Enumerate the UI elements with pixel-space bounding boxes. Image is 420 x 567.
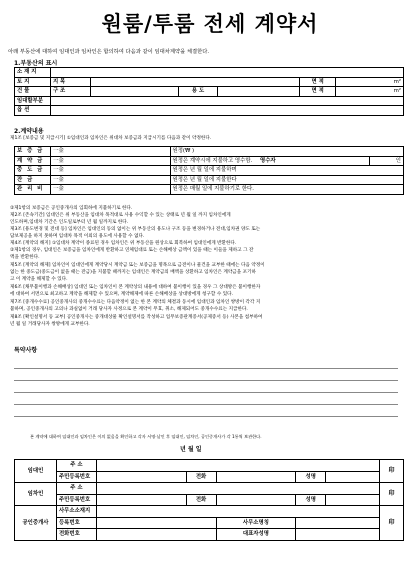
building-area-label: 면 적 (300, 87, 336, 97)
article-line: 고 이 계약을 해제할 수 있다. (10, 277, 68, 282)
landlord-address-row (15, 460, 404, 472)
tenant-phone-value[interactable] (216, 494, 296, 506)
deposit-label: 보 증 금 (15, 147, 51, 157)
mgmt-fee-content: 원정은 매월 일에 지불하기로 한다. (170, 185, 404, 195)
intro-text: 아래 부동산에 대하여 임대인과 임차인은 합의하여 다음과 같이 임대차계약을 체결한다. (8, 49, 210, 55)
row-leased-part (15, 96, 404, 106)
building-area-unit: m² (336, 87, 404, 97)
agent-seal[interactable]: 印 (380, 506, 404, 541)
tenant-id-label: 주민등록번호 (56, 494, 96, 506)
landlord-id-row (15, 471, 404, 483)
reg-no-label: 등록번호 (56, 517, 96, 529)
special-terms-line[interactable] (14, 416, 398, 417)
rep-name-label: 대표자성명 (216, 529, 296, 541)
leased-part-value[interactable] (50, 96, 403, 106)
mgmt-fee-amount[interactable]: 一金 (50, 185, 170, 195)
leased-part-label: 임대할부분 (15, 96, 51, 106)
agent-label: 공인중개사 (15, 506, 57, 541)
tenant-name-label: 성명 (296, 494, 326, 506)
tenant-address-label: 주 소 (56, 483, 96, 495)
deposit-amount[interactable]: 一金 (50, 147, 170, 157)
row-options (15, 106, 404, 116)
article1-text: 제1조 [보증금 및 지급시기] ①임대인과 임차인은 위대차 보증금과 지급시기를 다음과 같이 약정한다. (10, 136, 212, 141)
special-terms-line[interactable] (14, 392, 398, 393)
article-line: 담보제공을 하지 못하며 임대차 목적 이외의 용도에 사용할 수 없다. (10, 234, 145, 239)
article-line: 년 월 일 거래당사자 쌍방에게 교부한다. (10, 322, 90, 327)
tenant-label: 임차인 (15, 483, 57, 506)
contract-date[interactable]: 년 월 일 (180, 446, 202, 453)
tenant-address-row (15, 483, 404, 495)
article-line: ②제1항의 보증금은 공인중개사의 입회하에 지불하기로 한다. (10, 206, 133, 211)
article-line: 없는 한 중도금(중도금이 없을 때는 잔금)을 지불할 때까지는 임대인은 계약금의 배액을 상환하고 임차인은 계약금을 포기하 (10, 270, 256, 275)
location-label: 소 재 지 (15, 68, 51, 78)
contract-deposit-content: 원정은 계약시에 지불하고 영수함. 영수자 (170, 156, 370, 166)
article-line: 제7조 [중개수수료] 공인중개사의 중개수수료는 다음약정이 없는 한 본 계약의 체결과 동시에 임대인과 임차인 쌍방이 각각 지 (10, 300, 261, 305)
land-category-value[interactable] (90, 77, 299, 87)
interim-label: 중 도 금 (15, 166, 51, 176)
tel-no-value[interactable] (96, 529, 216, 541)
landlord-phone-value[interactable] (216, 471, 296, 483)
landlord-label: 임대인 (15, 460, 57, 483)
agent-office-row (15, 506, 404, 518)
landlord-seal[interactable]: 印 (380, 460, 404, 483)
article-line: 제8조 [확인설명서 등 교부] 공인중개사는 중개대상물 확인설명서를 작성하고 업무보증관계증서(공제증서 등) 사본을 첨부하여 (10, 315, 263, 320)
signature-table (14, 459, 404, 541)
tenant-name-value[interactable] (326, 494, 380, 506)
tenant-address-value[interactable] (96, 483, 379, 495)
interim-content: 원정은 년 월 일에 지불하며 (170, 166, 404, 176)
agent-reg-row (15, 517, 404, 529)
tenant-seal[interactable]: 印 (380, 483, 404, 506)
property-table (14, 67, 404, 116)
contract-deposit-amount[interactable]: 一金 (50, 156, 170, 166)
article-line: ②제1항의 경우, 임대인은 보증금을 임차인에게 반환하고 연체임대료 또는 손해배상 금액이 있을 때는 이들을 제하고 그 잔 (10, 248, 254, 253)
article-line: 인도하며,임대차 기간은 인도일로부터 년 월 일까지로 한다. (10, 220, 129, 225)
mgmt-fee-label: 관 리 비 (15, 185, 51, 195)
payment-row (15, 156, 404, 166)
tenant-id-value[interactable] (96, 494, 186, 506)
use-label: 용 도 (178, 87, 218, 97)
balance-label: 잔 금 (15, 175, 51, 185)
payment-row (15, 175, 404, 185)
balance-content: 원정은 년 월 일에 지불한다 (170, 175, 404, 185)
landlord-id-label: 주민등록번호 (56, 471, 96, 483)
landlord-name-label: 성명 (296, 471, 326, 483)
interim-amount[interactable]: 一金 (50, 166, 170, 176)
payment-row (15, 166, 404, 176)
special-terms-line[interactable] (14, 404, 398, 405)
article-line: 제4조 [계약의 해지] ①임대차 계약이 종료된 경우 임차인은 위 부동산을 원상으로 회복하여 임대인에게 반환한다. (10, 241, 237, 246)
agent-tel-row (15, 529, 404, 541)
land-area-label: 면 적 (300, 77, 336, 87)
tenant-phone-label: 전화 (186, 494, 216, 506)
options-label: 옵 션 (15, 106, 51, 116)
article-line: 제3조 [용도변경 및 전대 등] 임차인은 임대인의 동의 없이는 위 부동산의 용도나 구조 등을 변경하거나 전대,임차권 양도 또는 (10, 227, 261, 232)
payment-row (15, 147, 404, 157)
landlord-phone-label: 전화 (186, 471, 216, 483)
article-line: 불하며, 공인중개사의 고의나 과실없이 거래 당사자 사정으로 본 계약이 무효, 취소, 해제되어도 중개수수료는 지급한다. (10, 307, 248, 312)
deposit-content: 원정(₩ ) (170, 147, 404, 157)
land-label: 토 지 (15, 77, 51, 87)
location-value[interactable] (50, 68, 403, 78)
use-value[interactable] (218, 87, 300, 97)
article-line: 액을 반환한다. (10, 255, 40, 260)
payment-row (15, 185, 404, 195)
special-terms-line[interactable] (14, 368, 398, 369)
payment-table (14, 146, 404, 195)
row-land (15, 77, 404, 87)
receiver-seal[interactable]: 인 (370, 156, 404, 166)
article-line: 제6조 [채무불이행과 손해배상] 임대인 또는 임차인이 본 계약상의 내용에 대하여 불이행이 있을 경우 그 상대방은 불이행한자 (10, 285, 261, 290)
article-line: 에 대하여 서면으로 최고하고 계약을 해제할 수 있으며, 계약해제에 따른 손해배상을 상대방에게 청구할 수 있다. (10, 292, 234, 297)
balance-amount[interactable]: 一金 (50, 175, 170, 185)
structure-value[interactable] (90, 87, 178, 97)
article-line: 제2조 [존속기간] 임대인은 위 부동산을 임대차 목적대로 사용 수익할 수 있는 상태로 년 월 일 까지 임차인에게 (10, 213, 231, 218)
document-title: 원룸/투룸 전세 계약서 (101, 12, 319, 36)
article-line: 제5조 [계약의 해제] 임차인이 임대인에게 계약당시 계약금 또는 보증금을 명목으로 금전이나 물건을 교부한 때에는 다음 약정이 (10, 263, 265, 268)
landlord-name-value[interactable] (326, 471, 380, 483)
section2-heading: 2.계약내용 (14, 128, 44, 135)
section1-heading: 1.부동산의 표시 (14, 60, 58, 67)
office-address-value[interactable] (96, 506, 379, 518)
special-terms-heading: 특약사항 (14, 347, 38, 354)
reg-no-value[interactable] (96, 517, 216, 529)
landlord-address-label: 주 소 (56, 460, 96, 472)
options-value[interactable] (50, 106, 403, 116)
land-area-unit: m² (336, 77, 404, 87)
receiver-label: 영수자 (259, 157, 276, 164)
landlord-address-value[interactable] (96, 460, 379, 472)
rep-name-value[interactable] (296, 529, 380, 541)
row-building (15, 87, 404, 97)
closing-text: 본 계약에 대하여 임대인과 임차인은 이의 없음을 확인하고 각자 서명·날인 후 임대인, 임차인, 공인중개사가 각 1통씩 보관한다. (30, 434, 262, 439)
tenant-id-row (15, 494, 404, 506)
row-location (15, 68, 404, 78)
tel-no-label: 전화번호 (56, 529, 96, 541)
contract-deposit-label: 계 약 금 (15, 156, 51, 166)
structure-label: 구 조 (50, 87, 90, 97)
special-terms-line[interactable] (14, 380, 398, 381)
office-name-value[interactable] (296, 517, 380, 529)
land-category-label: 지 목 (50, 77, 90, 87)
building-label: 건 물 (15, 87, 51, 97)
office-name-label: 사무소명칭 (216, 517, 296, 529)
office-address-label: 사무소소재지 (56, 506, 96, 518)
landlord-id-value[interactable] (96, 471, 186, 483)
